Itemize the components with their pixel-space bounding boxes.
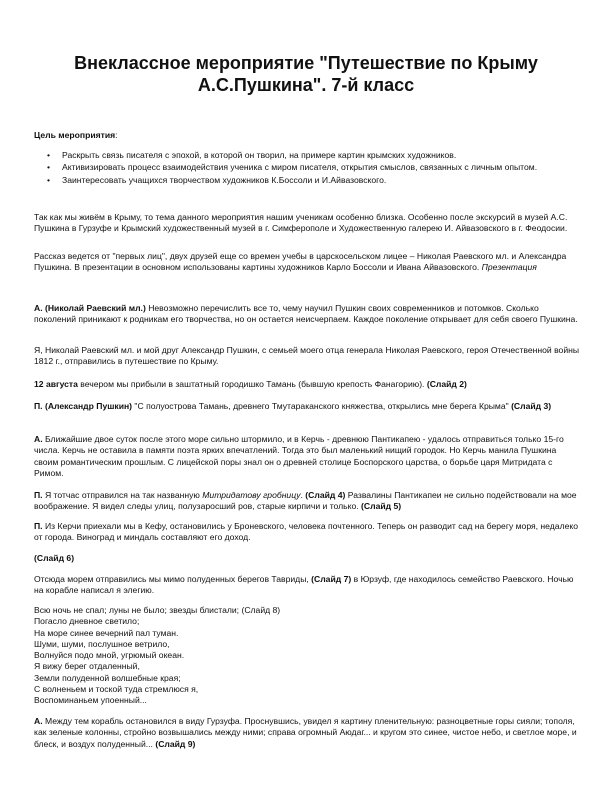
slide-ref: (Слайд 3) bbox=[511, 401, 552, 411]
paragraph-text: вечером мы прибыли в заштатный городишко Тамань (бывшую крепость Фанагорию). bbox=[77, 379, 427, 389]
paragraph-gurzuf bbox=[34, 716, 580, 750]
paragraph-text: в Юрзуф, где находилось семейство Раевского. Ночью на корабле написал я элегию. bbox=[34, 574, 574, 596]
paragraph-text: Отсюда морем отправились мы мимо полуденных берегов Тавриды, bbox=[34, 574, 312, 584]
goal-label: Цель мероприятия bbox=[34, 130, 116, 140]
bullet-icon: • bbox=[47, 162, 51, 173]
speaker-label: П. bbox=[34, 521, 43, 531]
paragraph-narration bbox=[34, 251, 580, 274]
goal-heading bbox=[34, 130, 580, 141]
paragraph-text: Я тотчас отправился на так названную bbox=[42, 490, 203, 500]
goal-text: Активизировать процесс взаимодействия ученика с миром писателя, открытия смыслов, связанных с личным опытом. bbox=[62, 162, 538, 173]
date-label: 12 августа bbox=[34, 379, 78, 389]
list-item bbox=[34, 150, 554, 161]
paragraph-text: Невозможно перечислить все то, чему научил Пушкин своих современников и потомков. Сколько поколений приникают к родникам его творчества, но он остается неисчерпаем. Каждое поколение открывает для себя своего Пушкина. bbox=[34, 303, 578, 325]
paragraph-mithridates bbox=[34, 490, 580, 513]
paragraph-pushkin bbox=[34, 401, 580, 412]
paragraph-text: Между тем корабль остановился в виду Гурзуфа. Проснувшись, увидел я картину пленительную: разноцветные горы сияли; тополя, как зеленые колонны, стройно возвышались между ними; справа огромный Аюдаг... и кругом это синее, чистое небо, и светлое море, и блеск, и воздух полуденный... bbox=[34, 716, 577, 749]
goal-text: Раскрыть связь писателя с эпохой, в которой он творил, на примере картин крымских художников. bbox=[62, 150, 457, 160]
paragraph-text: Развалины Пантикапеи не сильно подействовали на мое воображение. Я видел следы улиц, полузаросший ров, старые кирпичи и только. bbox=[34, 490, 577, 512]
presentation-note: Презентация bbox=[481, 262, 537, 273]
poem-line: Я вижу берег отдаленный, bbox=[34, 661, 140, 672]
paragraph-kerch bbox=[34, 434, 580, 479]
poem-line: Волнуйся подо мной, угрюмый океан. bbox=[34, 650, 185, 661]
paragraph-text: . bbox=[300, 490, 306, 500]
goal-text: Заинтересовать учащихся творчеством художников К.Боссоли и И.Айвазовского. bbox=[62, 174, 387, 185]
elegy-poem bbox=[34, 605, 580, 707]
poem-line: Шуми, шуми, послушное ветрило, bbox=[34, 638, 170, 649]
paragraph-text: Рассказ ведется от "первых лиц", двух друзей еще со времен учебы в царскосельском лицее – Николая Раевского мл. и Александра Пушкина. В презентации в основном использованы картины художников Карло Боссоли и Ивана Айвазовского. bbox=[34, 251, 567, 273]
speaker-label: А. bbox=[34, 716, 43, 726]
paragraph-text: Из Керчи приехали мы в Кефу, остановились у Броневского, человека почтенного. Теперь он разводит сад на берегу моря, недалеко от города. Виноград и миндаль составляют его доход. bbox=[34, 521, 578, 543]
poem-line: Воспоминаньем упоенный... bbox=[34, 695, 147, 706]
title-line-2: А.С.Пушкина". 7-й класс bbox=[197, 75, 415, 95]
document-title bbox=[30, 52, 582, 96]
paragraph-text: "С полуострова Тамань, древнего Тмутараканского княжества, открылись мне берега Крыма" bbox=[132, 401, 512, 411]
list-item bbox=[34, 175, 554, 186]
list-item bbox=[34, 162, 554, 173]
slide-ref: (Слайд 6) bbox=[34, 553, 75, 563]
paragraph-intro: Так как мы живём в Крыму, то тема данного мероприятия нашим ученикам особенно близка. Особенно после экскурсий в музей А.С. Пушкина в Гурзуфе и Крымский художественный музей в г. Симферополе и Художественную галерею И. Айвазовского в г. Феодосии. bbox=[34, 212, 568, 234]
poem-line: На море синее вечерний пал туман. bbox=[34, 627, 179, 638]
speaker-label: А. bbox=[34, 434, 43, 444]
speaker-label: П. bbox=[34, 490, 43, 500]
slide-ref: (Слайд 9) bbox=[155, 738, 196, 749]
slide-ref: (Слайд 4) bbox=[305, 490, 346, 500]
italic-place: Митридатову гробницу bbox=[202, 490, 301, 500]
paragraph-text: Ближайшие двое суток после этого море сильно штормило, и в Керчь - древнюю Пантикапею - удалось отправиться только 15-го числа. Керчь не оставила в памяти поэта ярких впечатлений. Тогда это был маленький нищий городок. Но Керчь манила Пушкина своим романтическим прошлым. С лицейской поры знал он о древней столице Боспорского царства, о борьбе царя Митридата с Римом. bbox=[34, 434, 564, 478]
bullet-icon: • bbox=[47, 150, 51, 160]
poem-line: С волненьем и тоской туда стремлюся я, bbox=[34, 684, 199, 695]
title-line-1: Внеклассное мероприятие "Путешествие по Крыму bbox=[74, 53, 538, 73]
paragraph-kefa bbox=[34, 521, 580, 544]
speaker-label: А. (Николай Раевский мл.) bbox=[34, 303, 146, 313]
paragraph-sea bbox=[34, 574, 580, 597]
slide-ref: (Слайд 5) bbox=[361, 501, 402, 512]
goals-list bbox=[34, 150, 554, 187]
paragraph-raevsky bbox=[34, 303, 580, 326]
slide-ref: (Слайд 2) bbox=[426, 379, 467, 389]
poem-line: Земли полуденной волшебные края; bbox=[34, 672, 181, 683]
poem-line: Погасло дневное светило; bbox=[34, 616, 140, 627]
paragraph-journey: Я, Николай Раевский мл. и мой друг Александр Пушкин, с семьей моего отца генерала Николая Раевского, героя Отечественной войны 1812 г., отправились в путешествие по Крыму. bbox=[34, 345, 580, 367]
paragraph-taman bbox=[34, 379, 580, 390]
slide-ref: (Слайд 7) bbox=[311, 574, 352, 584]
bullet-icon: • bbox=[47, 174, 51, 185]
speaker-label: П. (Александр Пушкин) bbox=[34, 401, 133, 411]
poem-line: Всю ночь не спал; луны не было; звезды блистали; (Слайд 8) bbox=[34, 605, 281, 615]
goal-colon: : bbox=[115, 130, 118, 140]
